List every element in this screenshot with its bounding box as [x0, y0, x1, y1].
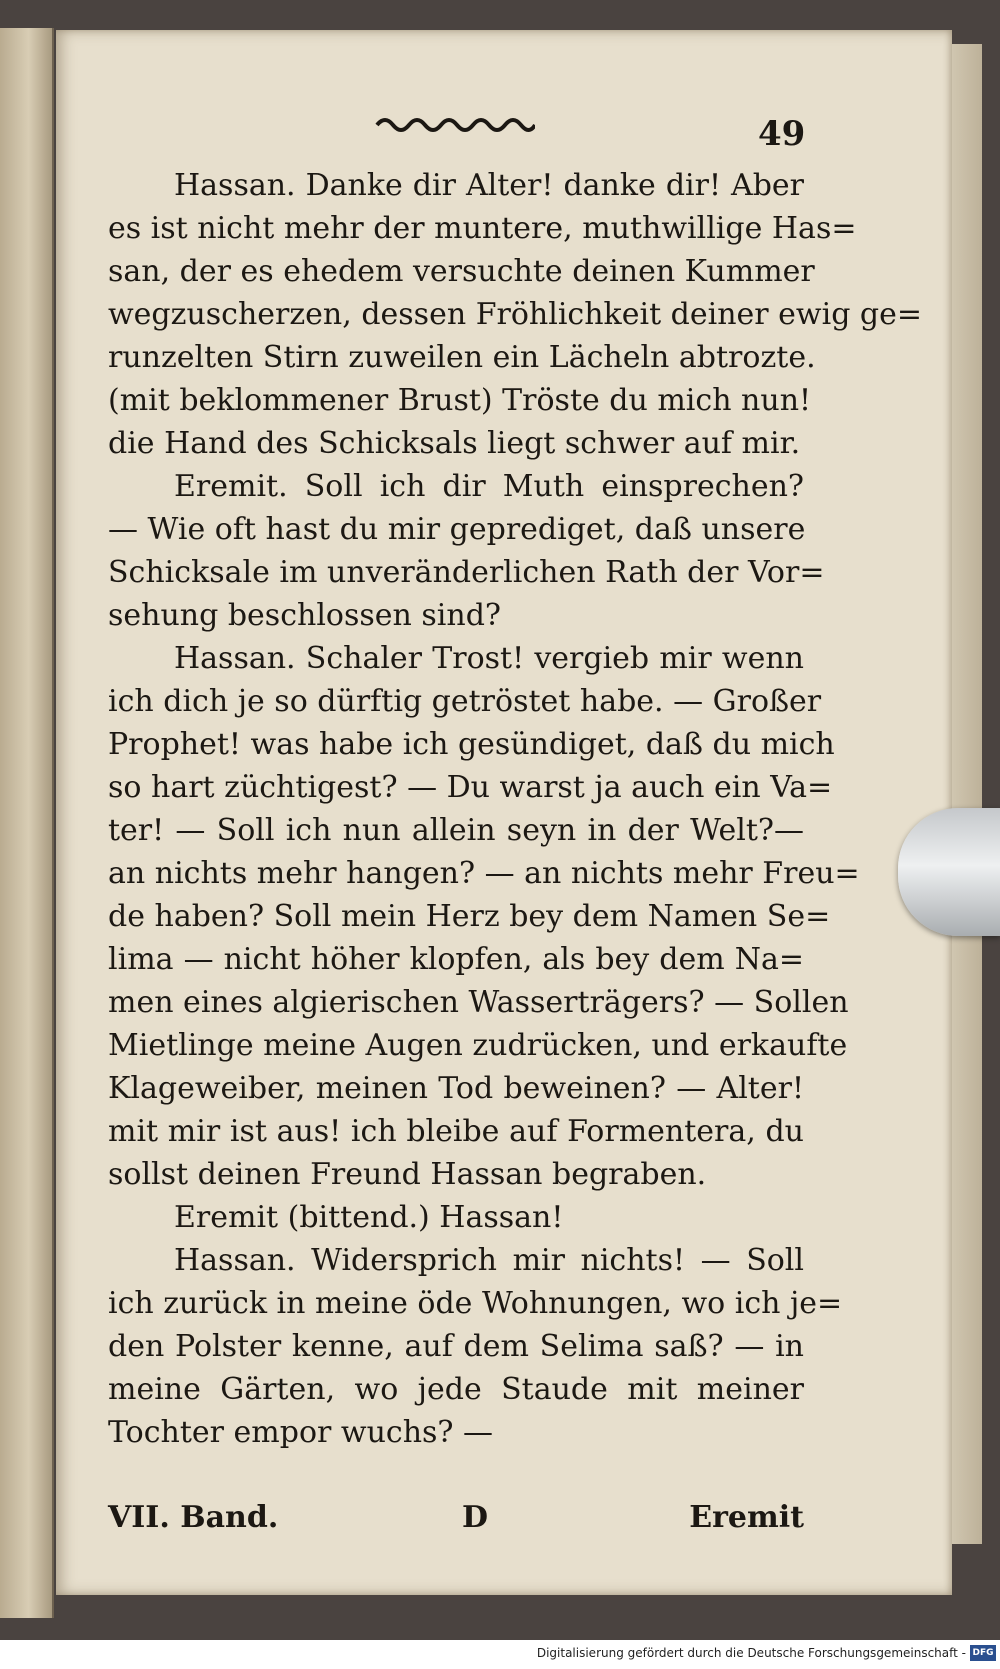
text-line: Hassan. Widersprich mir nichts! — Soll — [174, 1243, 804, 1278]
text-line: ich zurück in meine öde Wohnungen, wo ich je= — [108, 1286, 843, 1321]
text-line: sollst deinen Freund Hassan begraben. — [108, 1157, 707, 1192]
text-line: ter! — Soll ich nun allein seyn in der Welt?— — [108, 813, 804, 848]
text-line: ich dich je so dürftig getröstet habe. — Großer — [108, 684, 822, 719]
ornament-rule — [375, 112, 535, 138]
left-page-edge — [0, 28, 54, 1618]
text-line: an nichts mehr hangen? — an nichts mehr Freu= — [108, 856, 860, 891]
signature-mark: D — [462, 1500, 489, 1535]
text-line: sehung beschlossen sind? — [108, 598, 501, 633]
credit-text: Digitalisierung gefördert durch die Deutsche Forschungsgemeinschaft - — [536, 1646, 966, 1660]
page-stack-edge — [952, 44, 982, 1544]
text-line: die Hand des Schicksals liegt schwer auf mir. — [108, 426, 801, 461]
dfg-logo: DFG — [970, 1645, 996, 1661]
text-line: Eremit. Soll ich dir Muth einsprechen? — [174, 469, 804, 504]
text-line: Mietlinge meine Augen zudrücken, und erkaufte — [108, 1028, 848, 1063]
text-line: Prophet! was habe ich gesündiget, daß du mich — [108, 727, 835, 762]
page-number: 49 — [758, 114, 806, 154]
page-footer — [108, 1500, 804, 1544]
text-line: mit mir ist aus! ich bleibe auf Formentera, du — [108, 1114, 804, 1149]
credit-bar — [0, 1640, 1000, 1669]
volume-label: VII. Band. — [108, 1500, 279, 1535]
text-line: es ist nicht mehr der muntere, muthwillige Has= — [108, 211, 857, 246]
text-line: de haben? Soll mein Herz bey dem Namen Se= — [108, 899, 831, 934]
text-line: den Polster kenne, auf dem Selima saß? — in — [108, 1329, 804, 1364]
text-line: Eremit (bittend.) Hassan! — [174, 1200, 564, 1235]
text-line: Klageweiber, meinen Tod beweinen? — Alter! — [108, 1071, 804, 1106]
text-line: — Wie oft hast du mir geprediget, daß unsere — [108, 512, 806, 547]
body-text — [108, 164, 923, 1454]
text-line: lima — nicht höher klopfen, als bey dem Na= — [108, 942, 804, 977]
catchword: Eremit — [689, 1500, 804, 1535]
page-clip — [898, 808, 1000, 936]
text-line: Tochter empor wuchs? — — [108, 1415, 494, 1450]
text-line: runzelten Stirn zuweilen ein Lächeln abtrozte. — [108, 340, 816, 375]
text-line: (mit beklommener Brust) Tröste du mich nun! — [108, 383, 812, 418]
text-line: Hassan. Danke dir Alter! danke dir! Aber — [174, 168, 804, 203]
text-line: Schicksale im unveränderlichen Rath der Vor= — [108, 555, 825, 590]
text-line: meine Gärten, wo jede Staude mit meiner — [108, 1372, 804, 1407]
text-line: men eines algierischen Wasserträgers? — Sollen — [108, 985, 849, 1020]
text-line: san, der es ehedem versuchte deinen Kummer — [108, 254, 815, 289]
text-line: Hassan. Schaler Trost! vergieb mir wenn — [174, 641, 804, 676]
text-line: wegzuscherzen, dessen Fröhlichkeit deiner ewig ge= — [108, 297, 923, 332]
text-line: so hart züchtigest? — Du warst ja auch ein Va= — [108, 770, 833, 805]
